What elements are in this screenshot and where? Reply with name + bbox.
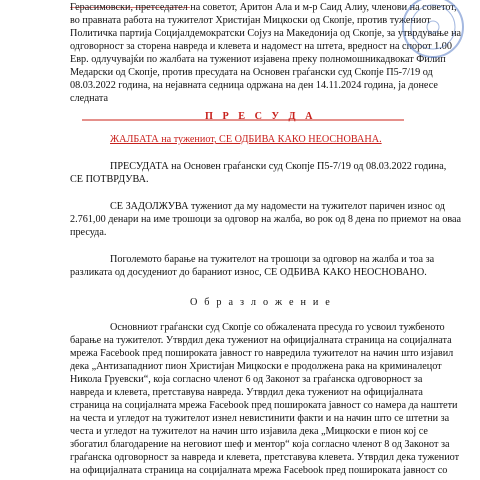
intro-line-7: 08.03.2022 година, на нејавната седница одржана на ден 14.11.2024 година, ја донесе — [70, 80, 438, 91]
reasoning-line-1: Основниот граѓански суд Скопје со обжалената пресуда го усвоил тужбеното — [110, 322, 445, 333]
intro-line-5: Евр. одлучувајќи по жалбата на тужениот изјавена преку полномошникадвокат Филип — [70, 54, 446, 65]
confirm-line-2: СЕ ПОТВРДУВА. — [70, 174, 149, 185]
court-stamp-icon — [398, 0, 468, 62]
intro-line-4: одговорност за сторена навреда и клевета и надомест на штета, вредност на спорот 1.00 — [70, 41, 452, 52]
reasoning-line-2: барање на тужителот. Утврдил дека тужениот на официјалната страница на социјалната — [70, 335, 452, 346]
intro-line-2: во правната работа на тужителот Христијан Мицкоски од Скопје, против тужениот — [70, 15, 431, 26]
costs-line-1: СЕ ЗАДОЛЖУВА тужениот да му надомести на тужителот паричен износ од — [110, 201, 445, 212]
remaining-claim-line-1: Поголемото барање на тужителот на трошоци за одговор на жалба и тоа за — [110, 254, 435, 265]
reasoning-line-3: мрежа Facebook пред пошироката јавност го навредила тужителот на начин што изјавил — [70, 348, 454, 359]
appeal-rejected-line: ЖАЛБАТА на тужениот, СЕ ОДБИВА КАКО НЕОСНОВАНА. — [110, 134, 382, 145]
reasoning-line-9: честа и угледот на тужителот на начин што изјавила дека „Мицкоски е пион кој се — [70, 426, 428, 437]
reasoning-line-12: на официјалната страница на социјалната мрежа Facebook пред пошироката јавност со — [70, 465, 448, 476]
reasoning-line-10: збогатил благодарение на неговиот шеф и ментор“ која согласно членот 8 од Законот за — [70, 439, 450, 450]
intro-line-3: Политичка партија Социјалдемократски Сојуз на Македонија од Скопје, за утврдување на — [70, 28, 462, 39]
confirm-line-1: ПРЕСУДАТА на Основен граѓански суд Скопје П5-7/19 од 08.03.2022 година, — [110, 161, 447, 172]
reasoning-line-11: граѓанска одговорност за навреда и клевета, претставува клевета. Утврдил дека тужениот — [70, 452, 460, 463]
costs-line-2: 2.761,00 денари на име трошоци за одговор на жалба, во рок од 8 дена по приемот на оваа — [70, 214, 462, 225]
verdict-title: П Р Е С У Д А — [205, 111, 316, 122]
intro-line-8: следната — [70, 93, 108, 104]
costs-line-3: пресуда. — [70, 227, 107, 238]
intro-line-1: Герасимовски, претседател на советот, Аритон Ала и м-р Саид Алиу, членови на советот, — [70, 2, 457, 13]
remaining-claim-line-2: разликата од досудениот до бараниот износ, СЕ ОДБИВА КАКО НЕОСНОВАНО. — [70, 267, 427, 278]
reasoning-title: О б р а з л о ж е н и е — [190, 297, 332, 308]
reasoning-line-7: страница на социјалната мрежа Facebook пред пошироката јавност со намера да наштети — [70, 400, 458, 411]
reasoning-line-5: Никола Груевски“, која согласно членот 6 од Законот за граѓанска одговорност за — [70, 374, 423, 385]
reasoning-line-4: дека „Антизападниот пион Христијан Мицкоски е продолжена рака на криминалецот — [70, 361, 442, 372]
reasoning-line-8: на честа и угледот на тужителот изнел невистинити факти и на начин што се штетни за — [70, 413, 450, 424]
intro-line-6: Медарски од Скопје, против пресудата на Основен граѓански суд Скопје П5-7/19 од — [70, 67, 433, 78]
reasoning-line-6: навреда и клевета, претставува навреда. Утврдил дека тужениот на официјалната — [70, 387, 423, 398]
